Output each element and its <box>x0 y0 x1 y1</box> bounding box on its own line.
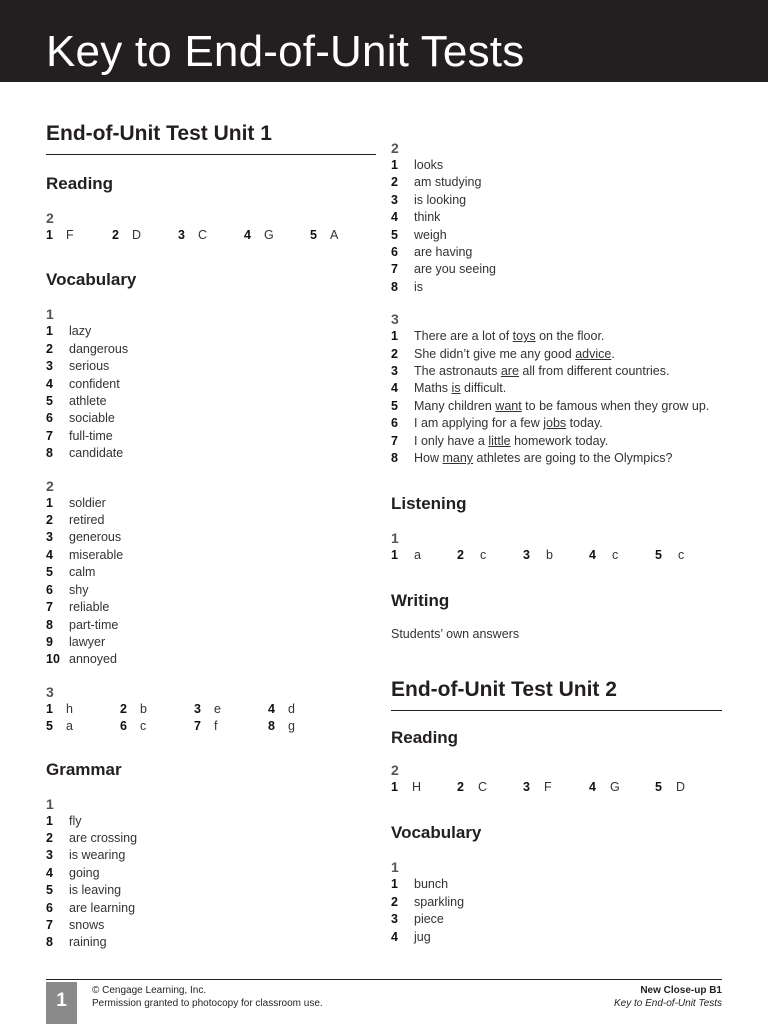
unit2-vocabulary-heading: Vocabulary <box>391 823 482 843</box>
footer-divider <box>46 979 722 980</box>
sentence-fragment: I am applying for a few <box>414 416 544 431</box>
underlined-word: want <box>495 398 522 413</box>
sentence-fragment: Many children <box>414 398 496 413</box>
answer-item <box>46 341 376 358</box>
copyright-text: © Cengage Learning, Inc. <box>92 985 207 996</box>
answer-number: 8 <box>268 719 275 734</box>
sentence-fragment: Maths <box>414 381 452 396</box>
answer-number: 3 <box>523 779 530 794</box>
answer-number: 2 <box>391 894 398 909</box>
unit1-grammar-ex2-number: 2 <box>391 140 399 156</box>
underlined-word: are <box>500 364 519 379</box>
sentence-fragment: She didn’t give me any good <box>414 346 576 361</box>
answer-letter: G <box>610 779 620 794</box>
answer-item <box>46 323 376 340</box>
answer-item <box>46 582 376 599</box>
answer-cell <box>178 227 244 244</box>
answer-text: candidate <box>69 446 124 461</box>
answer-item <box>46 393 376 410</box>
answer-text: retired <box>69 513 105 528</box>
answer-text: are crossing <box>69 830 138 845</box>
unit1-vocabulary-ex1-list <box>46 323 376 462</box>
underlined-word: many <box>442 451 474 466</box>
answer-number: 7 <box>46 600 53 615</box>
answer-sentence <box>414 346 615 363</box>
answer-letter: c <box>140 719 147 734</box>
answer-item <box>391 209 722 226</box>
answer-cell <box>120 718 194 735</box>
unit2-reading-ex2-answers <box>391 779 722 796</box>
answer-number: 1 <box>46 324 53 339</box>
answer-letter: G <box>264 228 274 242</box>
answer-number: 1 <box>391 779 398 794</box>
answer-text: is leaving <box>69 883 122 898</box>
answer-number: 1 <box>391 329 398 344</box>
answer-letter: b <box>546 547 553 562</box>
answer-text: full-time <box>69 428 113 443</box>
answer-item <box>46 882 376 899</box>
answer-number: 5 <box>46 565 53 580</box>
answer-item <box>46 934 376 951</box>
answer-text: raining <box>69 935 107 950</box>
answer-number: 4 <box>46 547 53 562</box>
sentence-fragment: homework today. <box>510 433 609 448</box>
answer-number: 2 <box>457 779 464 794</box>
unit1-listening-ex1-answers <box>391 547 722 564</box>
answer-number: 3 <box>391 364 398 379</box>
answer-letter: H <box>412 779 422 794</box>
answer-number: 2 <box>46 513 53 528</box>
answer-item <box>46 599 376 616</box>
answer-item <box>46 830 376 847</box>
answer-number: 2 <box>46 830 53 845</box>
answer-item <box>391 157 722 174</box>
answer-text: sparkling <box>414 894 465 909</box>
answer-number: 4 <box>244 228 251 242</box>
answer-item <box>391 174 722 191</box>
answer-item <box>391 415 722 432</box>
sentence-fragment: The astronauts <box>414 364 501 379</box>
answer-item <box>391 380 722 397</box>
unit2-vocabulary-ex1-number: 1 <box>391 859 399 876</box>
answer-text: generous <box>69 530 122 545</box>
sentence-fragment: I only have a <box>414 433 489 448</box>
answer-letter: h <box>66 701 73 716</box>
answer-number: 4 <box>391 929 398 944</box>
answer-item <box>391 192 722 209</box>
answer-letter: C <box>198 228 208 242</box>
answer-text: is looking <box>414 192 467 207</box>
answer-cell <box>46 701 120 718</box>
answer-item <box>46 847 376 864</box>
answer-number: 6 <box>391 245 398 260</box>
answer-item <box>46 634 376 651</box>
answer-number: 8 <box>46 617 53 632</box>
underlined-word: advice <box>575 346 612 361</box>
answer-number: 1 <box>46 813 53 828</box>
answer-text: annoyed <box>69 652 117 667</box>
answer-letter: D <box>132 228 142 242</box>
answer-cell <box>589 779 655 796</box>
answer-number: 10 <box>46 652 60 667</box>
answer-number: 5 <box>46 883 53 898</box>
title-banner <box>0 0 768 82</box>
answer-item <box>391 363 722 380</box>
answer-item <box>391 328 722 345</box>
answer-text: part-time <box>69 617 119 632</box>
answer-item <box>46 865 376 882</box>
answer-cell <box>457 779 523 796</box>
permission-text: Permission granted to photocopy for classroom use. <box>92 998 323 1009</box>
answer-item <box>46 617 376 634</box>
sentence-fragment: How <box>414 451 443 466</box>
answer-number: 5 <box>391 227 398 242</box>
answer-number: 6 <box>391 416 398 431</box>
unit1-vocabulary-ex3-row <box>46 701 376 718</box>
sentence-fragment: to be famous when they grow up. <box>521 398 710 413</box>
unit1-grammar-ex3-list <box>391 328 722 467</box>
answer-number: 7 <box>46 917 53 932</box>
answer-number: 3 <box>523 547 530 562</box>
answer-item <box>46 900 376 917</box>
answer-text: serious <box>69 359 110 374</box>
unit1-reading-heading: Reading <box>46 174 114 193</box>
answer-text: is <box>414 279 424 294</box>
answer-number: 4 <box>46 376 53 391</box>
answer-sentence <box>414 328 604 345</box>
answer-number: 5 <box>391 398 398 413</box>
answer-number: 3 <box>391 192 398 207</box>
unit1-reading-ex2-answers <box>46 227 376 244</box>
unit1-writing-heading: Writing <box>391 590 450 610</box>
answer-cell <box>523 547 589 564</box>
answer-letter: C <box>478 779 488 794</box>
answer-item <box>46 564 376 581</box>
answer-item <box>46 410 376 427</box>
answer-text: confident <box>69 376 120 391</box>
unit1-writing-text: Students’ own answers <box>391 626 520 641</box>
answer-item <box>391 227 722 244</box>
right-column <box>391 139 722 946</box>
underlined-word: is <box>451 381 461 396</box>
answer-text: shy <box>69 582 89 597</box>
book-title: New Close-up B1 <box>640 985 722 996</box>
answer-letter: c <box>480 547 487 562</box>
answer-number: 4 <box>589 779 596 794</box>
answer-number: 8 <box>46 935 53 950</box>
unit1-vocabulary-ex3-row <box>46 718 376 735</box>
answer-text: sociable <box>69 411 115 426</box>
footer-book-block <box>614 984 722 1010</box>
page-number: 1 <box>46 982 77 1024</box>
answer-letter: a <box>414 547 421 562</box>
answer-number: 6 <box>120 719 127 734</box>
answer-cell <box>120 701 194 718</box>
answer-number: 3 <box>194 701 201 716</box>
answer-item <box>46 495 376 512</box>
answer-number: 5 <box>655 779 662 794</box>
answer-letter: A <box>330 228 339 242</box>
unit1-title: End-of-Unit Test Unit 1 <box>46 120 376 155</box>
answer-number: 5 <box>46 394 53 409</box>
answer-text: are learning <box>69 900 136 915</box>
answer-text: lazy <box>69 324 92 339</box>
answer-text: athlete <box>69 394 107 409</box>
sentence-fragment: . <box>611 346 615 361</box>
answer-cell <box>310 227 376 244</box>
unit1-vocabulary-ex3-number: 3 <box>46 683 54 700</box>
answer-number: 3 <box>46 848 53 863</box>
answer-number: 7 <box>391 433 398 448</box>
answer-text: are you seeing <box>414 262 497 277</box>
answer-text: calm <box>69 565 96 580</box>
answer-text: is wearing <box>69 848 126 863</box>
underlined-word: little <box>488 433 511 448</box>
answer-cell <box>194 718 268 735</box>
answer-text: fly <box>69 813 82 828</box>
answer-text: soldier <box>69 495 106 510</box>
underlined-word: jobs <box>543 416 567 431</box>
answer-text: dangerous <box>69 341 129 356</box>
sentence-fragment: on the floor. <box>535 329 605 344</box>
answer-number: 9 <box>46 634 53 649</box>
answer-number: 1 <box>46 701 53 716</box>
answer-text: am studying <box>414 175 482 190</box>
answer-item <box>391 346 722 363</box>
answer-cell <box>112 227 178 244</box>
answer-cell <box>523 779 589 796</box>
unit2-vocabulary-ex1-list <box>391 876 722 946</box>
answer-number: 4 <box>391 381 398 396</box>
answer-number: 7 <box>194 719 201 734</box>
answer-sentence <box>414 363 669 380</box>
answer-number: 3 <box>178 228 185 242</box>
answer-letter: b <box>140 701 147 716</box>
answer-item <box>46 358 376 375</box>
sentence-fragment: difficult. <box>460 381 507 396</box>
answer-sentence <box>414 450 672 467</box>
answer-item <box>391 433 722 450</box>
answer-number: 6 <box>46 900 53 915</box>
answer-item <box>391 929 722 946</box>
answer-cell <box>457 547 523 564</box>
answer-sentence <box>414 433 608 450</box>
answer-item <box>46 813 376 830</box>
answer-cell <box>46 227 112 244</box>
answer-number: 2 <box>457 547 464 562</box>
page-title: Key to End-of-Unit Tests <box>46 27 525 76</box>
answer-text: looks <box>414 158 444 172</box>
unit1-vocabulary-ex1-number: 1 <box>46 306 54 323</box>
answer-item <box>46 512 376 529</box>
answer-number: 5 <box>655 547 662 562</box>
answer-letter: f <box>214 719 218 734</box>
answer-number: 6 <box>46 582 53 597</box>
answer-cell <box>194 701 268 718</box>
answer-item <box>46 428 376 445</box>
answer-cell <box>391 779 457 796</box>
answer-sentence <box>414 415 603 432</box>
underlined-word: toys <box>512 329 536 344</box>
answer-number: 1 <box>391 158 398 172</box>
answer-number: 5 <box>310 228 317 242</box>
answer-sentence <box>414 380 506 397</box>
answer-cell <box>244 227 310 244</box>
unit1-grammar-ex3-number: 3 <box>391 311 399 328</box>
answer-text: think <box>414 210 441 225</box>
answer-item <box>46 376 376 393</box>
answer-text: reliable <box>69 600 110 615</box>
unit2-reading-heading: Reading <box>391 727 459 747</box>
answer-item <box>391 894 722 911</box>
answer-letter: D <box>676 779 686 794</box>
unit1-grammar-heading: Grammar <box>46 759 122 779</box>
answer-cell <box>268 701 342 718</box>
unit1-listening-ex1-number: 1 <box>391 529 399 546</box>
unit2-reading-ex2-number: 2 <box>391 761 399 778</box>
unit2-title: End-of-Unit Test Unit 2 <box>391 676 722 711</box>
answer-sentence <box>414 398 709 415</box>
unit1-vocabulary-ex2-number: 2 <box>46 477 54 494</box>
answer-letter: c <box>678 547 685 562</box>
answer-number: 1 <box>46 495 53 510</box>
unit1-grammar-ex1-list <box>46 813 376 952</box>
answer-text: jug <box>414 929 431 944</box>
answer-item <box>391 876 722 893</box>
unit1-reading-ex2-number: 2 <box>46 210 54 226</box>
answer-text: miserable <box>69 547 124 562</box>
answer-item <box>46 529 376 546</box>
answer-number: 1 <box>391 877 398 892</box>
left-column <box>46 120 376 952</box>
answer-item <box>391 398 722 415</box>
unit1-grammar-ex2-list <box>391 157 722 296</box>
answer-text: lawyer <box>69 634 106 649</box>
answer-number: 4 <box>589 547 596 562</box>
answer-item <box>391 244 722 261</box>
answer-letter: F <box>544 779 552 794</box>
answer-number: 2 <box>120 701 127 716</box>
answer-letter: g <box>288 719 295 734</box>
answer-item <box>391 911 722 928</box>
answer-number: 3 <box>46 359 53 374</box>
answer-cell <box>268 718 342 735</box>
answer-cell <box>589 547 655 564</box>
unit1-vocabulary-ex2-list <box>46 495 376 669</box>
answer-text: are having <box>414 245 473 260</box>
sentence-fragment: There are a lot of <box>414 329 513 344</box>
sentence-fragment: today. <box>566 416 603 431</box>
answer-number: 5 <box>46 719 53 734</box>
answer-item <box>391 261 722 278</box>
sentence-fragment: athletes are going to the Olympics? <box>473 451 673 466</box>
answer-number: 3 <box>391 912 398 927</box>
answer-number: 4 <box>46 865 53 880</box>
answer-item <box>46 547 376 564</box>
answer-number: 7 <box>391 262 398 277</box>
answer-item <box>46 445 376 462</box>
footer-copyright-block <box>92 984 323 1010</box>
answer-number: 7 <box>46 428 53 443</box>
answer-letter: e <box>214 701 221 716</box>
answer-cell <box>391 547 457 564</box>
answer-number: 1 <box>46 228 53 242</box>
answer-item <box>391 279 722 296</box>
answer-number: 4 <box>391 210 398 225</box>
book-subtitle: Key to End-of-Unit Tests <box>613 998 722 1009</box>
answer-letter: c <box>612 547 619 562</box>
unit1-vocabulary-heading: Vocabulary <box>46 270 137 290</box>
answer-letter: a <box>66 719 73 734</box>
answer-item <box>391 450 722 467</box>
answer-number: 2 <box>391 175 398 190</box>
answer-number: 1 <box>391 547 398 562</box>
answer-text: snows <box>69 917 105 932</box>
answer-number: 8 <box>46 446 53 461</box>
answer-number: 8 <box>391 451 398 466</box>
answer-letter: F <box>66 228 74 242</box>
answer-text: piece <box>414 912 444 927</box>
answer-cell <box>46 718 120 735</box>
answer-text: going <box>69 865 100 880</box>
sentence-fragment: all from different countries. <box>518 364 670 379</box>
answer-cell <box>655 779 721 796</box>
answer-cell <box>655 547 721 564</box>
answer-number: 8 <box>391 279 398 294</box>
answer-item <box>46 651 376 668</box>
unit1-listening-heading: Listening <box>391 493 467 513</box>
unit1-grammar-ex1-number: 1 <box>46 795 54 812</box>
answer-number: 3 <box>46 530 53 545</box>
answer-number: 2 <box>112 228 119 242</box>
answer-number: 4 <box>268 701 275 716</box>
answer-number: 6 <box>46 411 53 426</box>
answer-number: 2 <box>46 341 53 356</box>
answer-number: 2 <box>391 346 398 361</box>
answer-item <box>46 917 376 934</box>
answer-text: bunch <box>414 877 449 892</box>
answer-text: weigh <box>414 227 447 242</box>
answer-letter: d <box>288 701 295 716</box>
